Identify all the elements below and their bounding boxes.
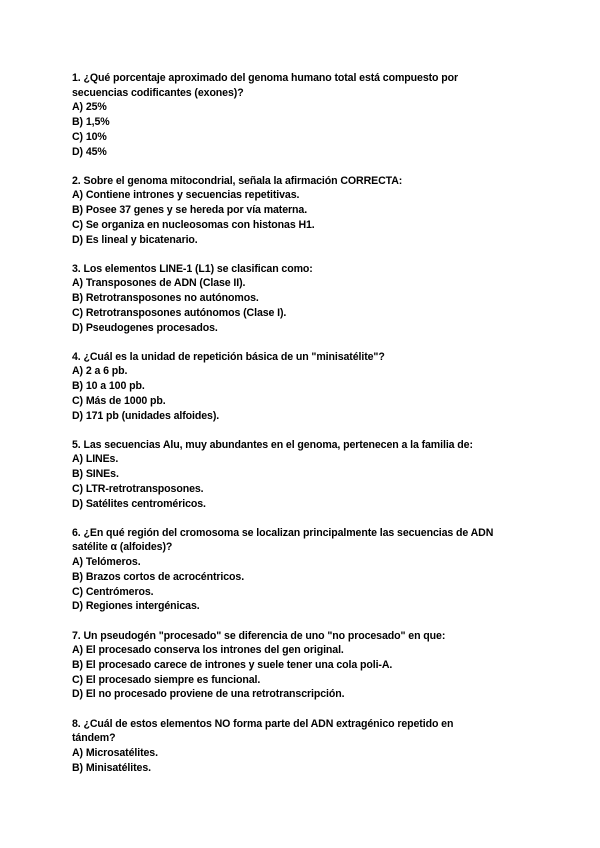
answer-option-d: D) El no procesado proviene de una retrotranscripción. (72, 688, 345, 701)
question-6 (72, 526, 542, 614)
question-7 (72, 629, 542, 703)
question-stem: satélite α (alfoides)? (72, 541, 173, 554)
question-stem: 8. ¿Cuál de estos elementos NO forma parte del ADN extragénico repetido en (72, 717, 454, 730)
answer-option-a: A) Microsatélites. (72, 746, 158, 759)
answer-option-c: C) El procesado siempre es funcional. (72, 673, 261, 686)
answer-option-d: D) 171 pb (unidades alfoides). (72, 409, 220, 422)
answer-option-b: B) El procesado carece de intrones y suele tener una cola poli-A. (72, 658, 393, 671)
question-stem: 6. ¿En qué región del cromosoma se localizan principalmente las secuencias de ADN (72, 526, 494, 539)
answer-option-d: D) Pseudogenes procesados. (72, 321, 218, 334)
answer-option-b: B) Retrotransposones no autónomos. (72, 292, 259, 305)
question-5 (72, 438, 542, 512)
answer-option-a: A) LINEs. (72, 453, 119, 466)
answer-option-a: A) 25% (72, 101, 107, 114)
question-stem: 7. Un pseudogén "procesado" se diferencia de uno "no procesado" en que: (72, 629, 446, 642)
answer-option-a: A) Contiene intrones y secuencias repetitivas. (72, 189, 300, 202)
question-stem: 1. ¿Qué porcentaje aproximado del genoma humano total está compuesto por (72, 72, 459, 84)
question-3 (72, 262, 542, 336)
document-page (72, 71, 542, 790)
question-4 (72, 350, 542, 424)
question-2 (72, 174, 542, 248)
answer-option-a: A) El procesado conserva los intrones del gen original. (72, 644, 344, 657)
answer-option-b: B) Minisatélites. (72, 761, 151, 774)
answer-option-b: B) 10 a 100 pb. (72, 380, 145, 393)
question-8 (72, 717, 542, 776)
answer-option-d: D) Satélites centroméricos. (72, 497, 206, 510)
answer-option-b: B) Posee 37 genes y se hereda por vía materna. (72, 204, 308, 217)
question-stem: 4. ¿Cuál es la unidad de repetición básica de un "minisatélite"? (72, 350, 385, 363)
answer-option-c: C) Se organiza en nucleosomas con histonas H1. (72, 218, 315, 231)
question-stem: secuencias codificantes (exones)? (72, 86, 244, 99)
question-stem: 3. Los elementos LINE-1 (L1) se clasifican como: (72, 262, 313, 275)
answer-option-c: C) LTR-retrotransposones. (72, 482, 204, 495)
answer-option-c: C) Retrotransposones autónomos (Clase I). (72, 306, 287, 319)
question-stem: 5. Las secuencias Alu, muy abundantes en el genoma, pertenecen a la familia de: (72, 438, 473, 451)
answer-option-b: B) 1,5% (72, 116, 110, 129)
answer-option-b: B) Brazos cortos de acrocéntricos. (72, 570, 245, 583)
answer-option-a: A) Telómeros. (72, 556, 141, 569)
question-1 (72, 71, 542, 159)
answer-option-c: C) Centrómeros. (72, 585, 154, 598)
answer-option-b: B) SINEs. (72, 468, 119, 481)
answer-option-d: D) 45% (72, 145, 107, 158)
answer-option-a: A) 2 a 6 pb. (72, 365, 128, 378)
question-stem: tándem? (72, 732, 116, 745)
answer-option-a: A) Transposones de ADN (Clase II). (72, 277, 246, 290)
answer-option-c: C) 10% (72, 130, 107, 143)
answer-option-c: C) Más de 1000 pb. (72, 394, 166, 407)
answer-option-d: D) Es lineal y bicatenario. (72, 233, 198, 246)
answer-option-d: D) Regiones intergénicas. (72, 600, 200, 613)
question-stem: 2. Sobre el genoma mitocondrial, señala la afirmación CORRECTA: (72, 174, 403, 187)
